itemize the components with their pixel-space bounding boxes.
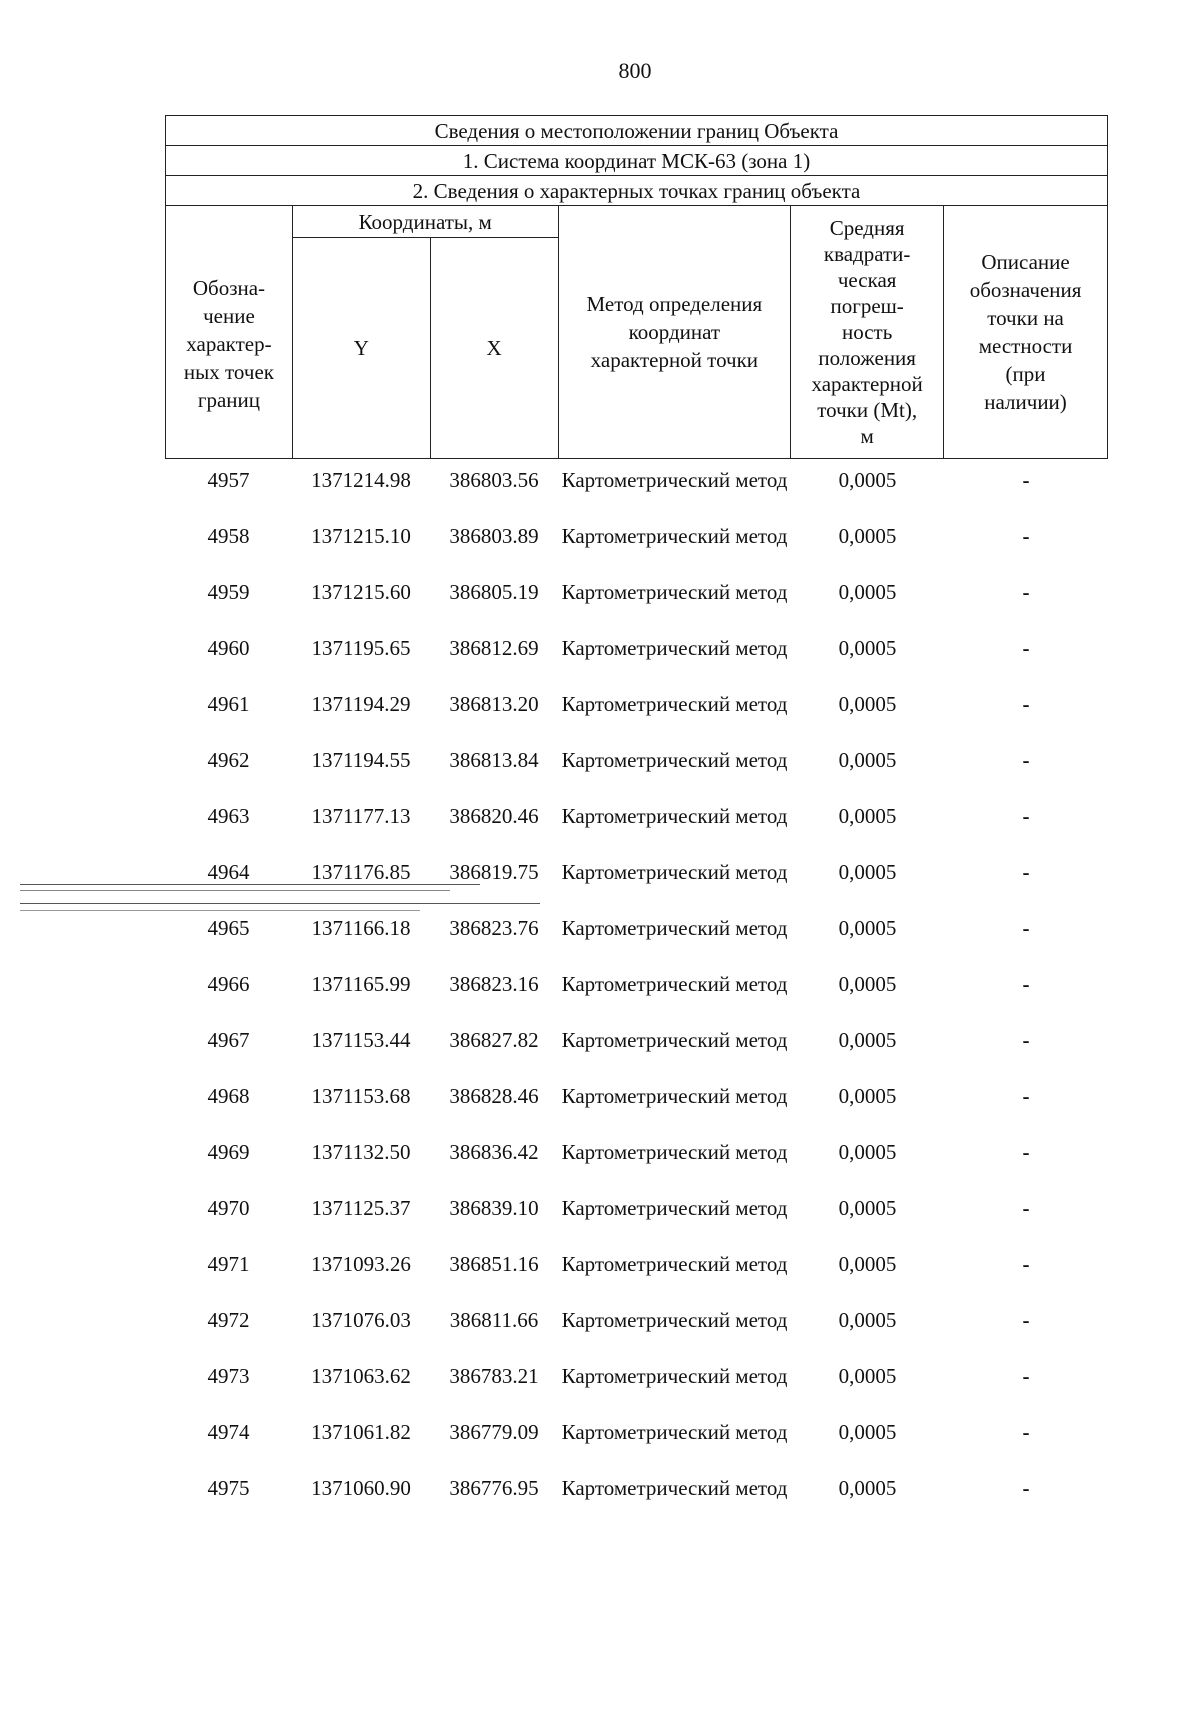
y-coordinate-cell: 1371165.99 [311,972,411,996]
x-coordinate-cell: 386828.46 [449,1084,539,1108]
method-cell: Картометрический метод [561,580,788,604]
y-coordinate-cell: 1371195.65 [311,636,411,660]
section-title: 2. Сведения о характерных точках границ объекта [166,176,1108,206]
column-header-error: Средняя квадрати- ческая погреш- ность положения характерной точки (Mt), м [791,206,944,459]
error-cell: 0,0005 [838,580,897,604]
y-coordinate-cell: 1371215.10 [311,524,411,548]
description-cell: - [1022,580,1030,604]
x-coordinate-cell: 386823.16 [449,972,539,996]
coordinate-system-title: 1. Система координат МСК-63 (зона 1) [166,146,1108,176]
point-id-cell: 4971 [207,1252,250,1276]
x-coordinate-cell: 386776.95 [449,1476,539,1500]
table-row [165,914,1108,970]
x-coordinate-cell: 386827.82 [449,1028,539,1052]
method-cell: Картометрический метод [561,468,788,492]
method-cell: Картометрический метод [561,1476,788,1500]
table-row [165,634,1108,690]
description-cell: - [1022,916,1030,940]
method-cell: Картометрический метод [561,916,788,940]
x-coordinate-cell: 386836.42 [449,1140,539,1164]
method-cell: Картометрический метод [561,1196,788,1220]
description-cell: - [1022,748,1030,772]
x-coordinate-cell: 386811.66 [449,1308,539,1332]
table-row [165,802,1108,858]
method-cell: Картометрический метод [561,636,788,660]
point-id-cell: 4962 [207,748,250,772]
y-coordinate-cell: 1371132.50 [311,1140,411,1164]
y-coordinate-cell: 1371153.44 [311,1028,411,1052]
point-id-cell: 4969 [207,1140,250,1164]
table-row [165,690,1108,746]
description-cell: - [1022,524,1030,548]
header-system-row [166,146,1108,176]
description-cell: - [1022,1420,1030,1444]
description-cell: - [1022,1308,1030,1332]
y-coordinate-cell: 1371215.60 [311,580,411,604]
y-coordinate-cell: 1371060.90 [311,1476,411,1500]
x-coordinate-cell: 386813.84 [449,748,539,772]
x-coordinate-cell: 386803.56 [449,468,539,492]
points-table-body [165,466,1108,1530]
y-coordinate-cell: 1371166.18 [311,916,411,940]
point-id-cell: 4973 [207,1364,250,1388]
point-id-cell: 4959 [207,580,250,604]
column-header-y: Y [292,238,430,459]
coordinates-header-table [165,115,1108,459]
error-cell: 0,0005 [838,916,897,940]
column-header-method: Метод определения координат характерной точки [558,206,791,459]
method-cell: Картометрический метод [561,1140,788,1164]
method-cell: Картометрический метод [561,860,788,884]
header-section-row [166,176,1108,206]
x-coordinate-cell: 386819.75 [449,860,539,884]
column-header-row [166,206,1108,238]
x-coordinate-cell: 386812.69 [449,636,539,660]
point-id-cell: 4974 [207,1420,250,1444]
point-id-cell: 4970 [207,1196,250,1220]
description-cell: - [1022,972,1030,996]
table-row [165,746,1108,802]
description-cell: - [1022,1476,1030,1500]
scan-artifact-line [20,903,540,904]
point-id-cell: 4966 [207,972,250,996]
page-number: 800 [618,58,652,83]
column-header-description: Описание обозначения точки на местности (при наличии) [944,206,1108,459]
x-coordinate-cell: 386839.10 [449,1196,539,1220]
method-cell: Картометрический метод [561,1028,788,1052]
error-cell: 0,0005 [838,1308,897,1332]
column-header-point: Обозна- чение характер- ных точек границ [166,206,293,459]
description-cell: - [1022,1196,1030,1220]
y-coordinate-cell: 1371176.85 [311,860,411,884]
description-cell: - [1022,468,1030,492]
error-cell: 0,0005 [838,748,897,772]
table-row [165,1026,1108,1082]
description-cell: - [1022,860,1030,884]
point-id-cell: 4965 [207,916,250,940]
error-cell: 0,0005 [838,1084,897,1108]
points-table [165,466,1108,1530]
description-cell: - [1022,804,1030,828]
table-row [165,1194,1108,1250]
error-cell: 0,0005 [838,636,897,660]
point-id-cell: 4957 [207,468,250,492]
error-cell: 0,0005 [838,1252,897,1276]
header-title-row [166,116,1108,146]
description-cell: - [1022,1028,1030,1052]
error-cell: 0,0005 [838,468,897,492]
y-coordinate-cell: 1371093.26 [311,1252,411,1276]
method-cell: Картометрический метод [561,524,788,548]
point-id-cell: 4961 [207,692,250,716]
error-cell: 0,0005 [838,972,897,996]
x-coordinate-cell: 386820.46 [449,804,539,828]
method-cell: Картометрический метод [561,804,788,828]
scan-artifact-line [20,910,420,911]
error-cell: 0,0005 [838,524,897,548]
table-title: Сведения о местоположении границ Объекта [166,116,1108,146]
table-row [165,578,1108,634]
point-id-cell: 4963 [207,804,250,828]
x-coordinate-cell: 386803.89 [449,524,539,548]
y-coordinate-cell: 1371076.03 [311,1308,411,1332]
x-coordinate-cell: 386779.09 [449,1420,539,1444]
x-coordinate-cell: 386813.20 [449,692,539,716]
y-coordinate-cell: 1371194.55 [311,748,411,772]
point-id-cell: 4972 [207,1308,250,1332]
table-row [165,1138,1108,1194]
description-cell: - [1022,692,1030,716]
method-cell: Картометрический метод [561,1308,788,1332]
y-coordinate-cell: 1371061.82 [311,1420,411,1444]
error-cell: 0,0005 [838,1476,897,1500]
point-id-cell: 4958 [207,524,250,548]
y-coordinate-cell: 1371153.68 [311,1084,411,1108]
table-row [165,1082,1108,1138]
error-cell: 0,0005 [838,860,897,884]
table-row [165,858,1108,914]
error-cell: 0,0005 [838,692,897,716]
description-cell: - [1022,1084,1030,1108]
table-row [165,1362,1108,1418]
method-cell: Картометрический метод [561,1252,788,1276]
method-cell: Картометрический метод [561,1420,788,1444]
point-id-cell: 4964 [207,860,250,884]
y-coordinate-cell: 1371194.29 [311,692,411,716]
x-coordinate-cell: 386851.16 [449,1252,539,1276]
x-coordinate-cell: 386783.21 [449,1364,539,1388]
method-cell: Картометрический метод [561,1084,788,1108]
scan-artifact-line [20,884,480,885]
method-cell: Картометрический метод [561,972,788,996]
point-id-cell: 4960 [207,636,250,660]
column-header-x: X [430,238,558,459]
y-coordinate-cell: 1371177.13 [311,804,411,828]
table-row [165,522,1108,578]
y-coordinate-cell: 1371214.98 [311,468,411,492]
point-id-cell: 4967 [207,1028,250,1052]
description-cell: - [1022,1140,1030,1164]
x-coordinate-cell: 386805.19 [449,580,539,604]
description-cell: - [1022,636,1030,660]
table-row [165,1418,1108,1474]
table-row [165,970,1108,1026]
error-cell: 0,0005 [838,1364,897,1388]
point-id-cell: 4975 [207,1476,250,1500]
description-cell: - [1022,1364,1030,1388]
table-row [165,1250,1108,1306]
table-row [165,466,1108,522]
table-row [165,1474,1108,1530]
error-cell: 0,0005 [838,1196,897,1220]
x-coordinate-cell: 386823.76 [449,916,539,940]
error-cell: 0,0005 [838,804,897,828]
error-cell: 0,0005 [838,1420,897,1444]
y-coordinate-cell: 1371063.62 [311,1364,411,1388]
error-cell: 0,0005 [838,1140,897,1164]
method-cell: Картометрический метод [561,748,788,772]
point-id-cell: 4968 [207,1084,250,1108]
method-cell: Картометрический метод [561,692,788,716]
column-header-coordinates: Координаты, м [292,206,558,238]
scan-artifact-line [20,890,450,891]
table-row [165,1306,1108,1362]
method-cell: Картометрический метод [561,1364,788,1388]
y-coordinate-cell: 1371125.37 [311,1196,411,1220]
description-cell: - [1022,1252,1030,1276]
error-cell: 0,0005 [838,1028,897,1052]
